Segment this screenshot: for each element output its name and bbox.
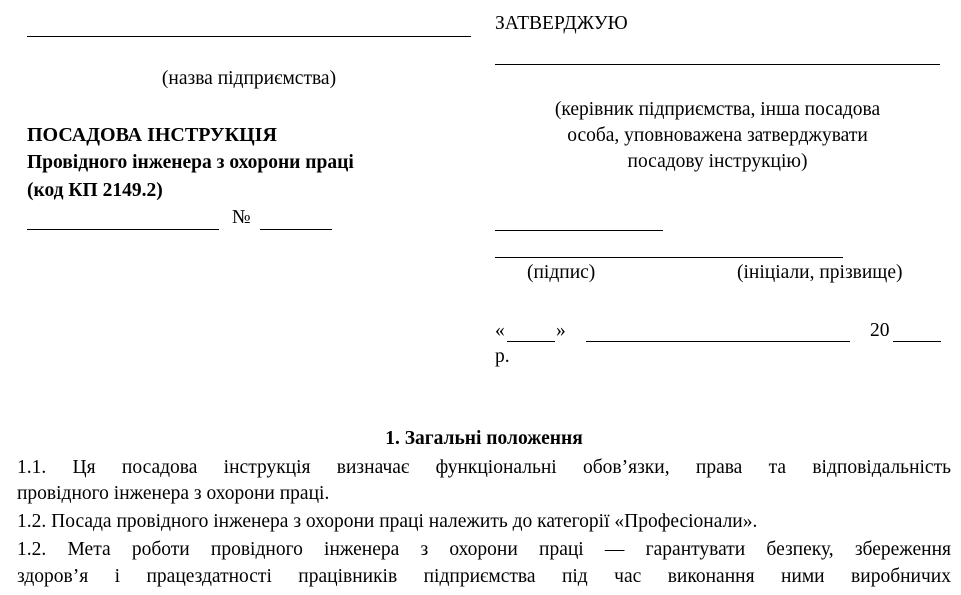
date-year-field[interactable] [893,341,941,342]
date-day-field[interactable] [507,341,555,342]
date-month-field[interactable] [586,341,850,342]
document-date-field[interactable] [27,229,219,230]
approver-position-field[interactable] [495,64,940,65]
document-title: ПОСАДОВА ІНСТРУКЦІЯ [27,124,277,146]
document-subtitle: Провідного інженера з охорони праці [27,152,354,173]
approver-caption-line: особа, уповноважена затверджувати [567,125,868,146]
company-name-caption: (назва підприємства) [161,68,337,89]
approver-caption-line: (керівник підприємства, інша посадова [554,99,881,120]
name-caption: (ініціали, прізвище) [737,262,903,283]
date-open-quote: « [495,320,505,341]
company-name-field[interactable] [27,36,471,37]
paragraph-1-3-line2: здоров’я і працездатності працівників підприємства під час виконання ними виробничих [17,566,951,587]
paragraph-1-1-line1: 1.1. Ця посадова інструкція визначає функціональні обов’язки, права та відповідальність [17,457,951,478]
number-sign: № [232,207,251,228]
signature-field[interactable] [495,230,663,231]
approver-caption [495,97,940,175]
document-code: (код КП 2149.2) [27,180,163,201]
document-number-field[interactable] [260,229,332,230]
date-close-quote: » [556,320,566,341]
year-prefix: 20 [870,320,890,341]
approver-caption-line: посадову інструкцію) [627,151,808,172]
name-field[interactable] [495,257,843,258]
signature-caption: (підпис) [527,262,596,283]
paragraph-1-1-line2: провідного інженера з охорони праці. [17,483,330,504]
paragraph-1-3-line1: 1.2. Мета роботи провідного інженера з охорони праці — гарантувати безпеку, збереження [17,539,951,560]
paragraph-1-2: 1.2. Посада провідного інженера з охорони праці належить до категорії «Професіонали». [17,511,758,532]
approve-label: ЗАТВЕРДЖУЮ [495,13,628,34]
section-heading: 1. Загальні положення [385,428,583,449]
year-suffix: р. [495,346,510,367]
